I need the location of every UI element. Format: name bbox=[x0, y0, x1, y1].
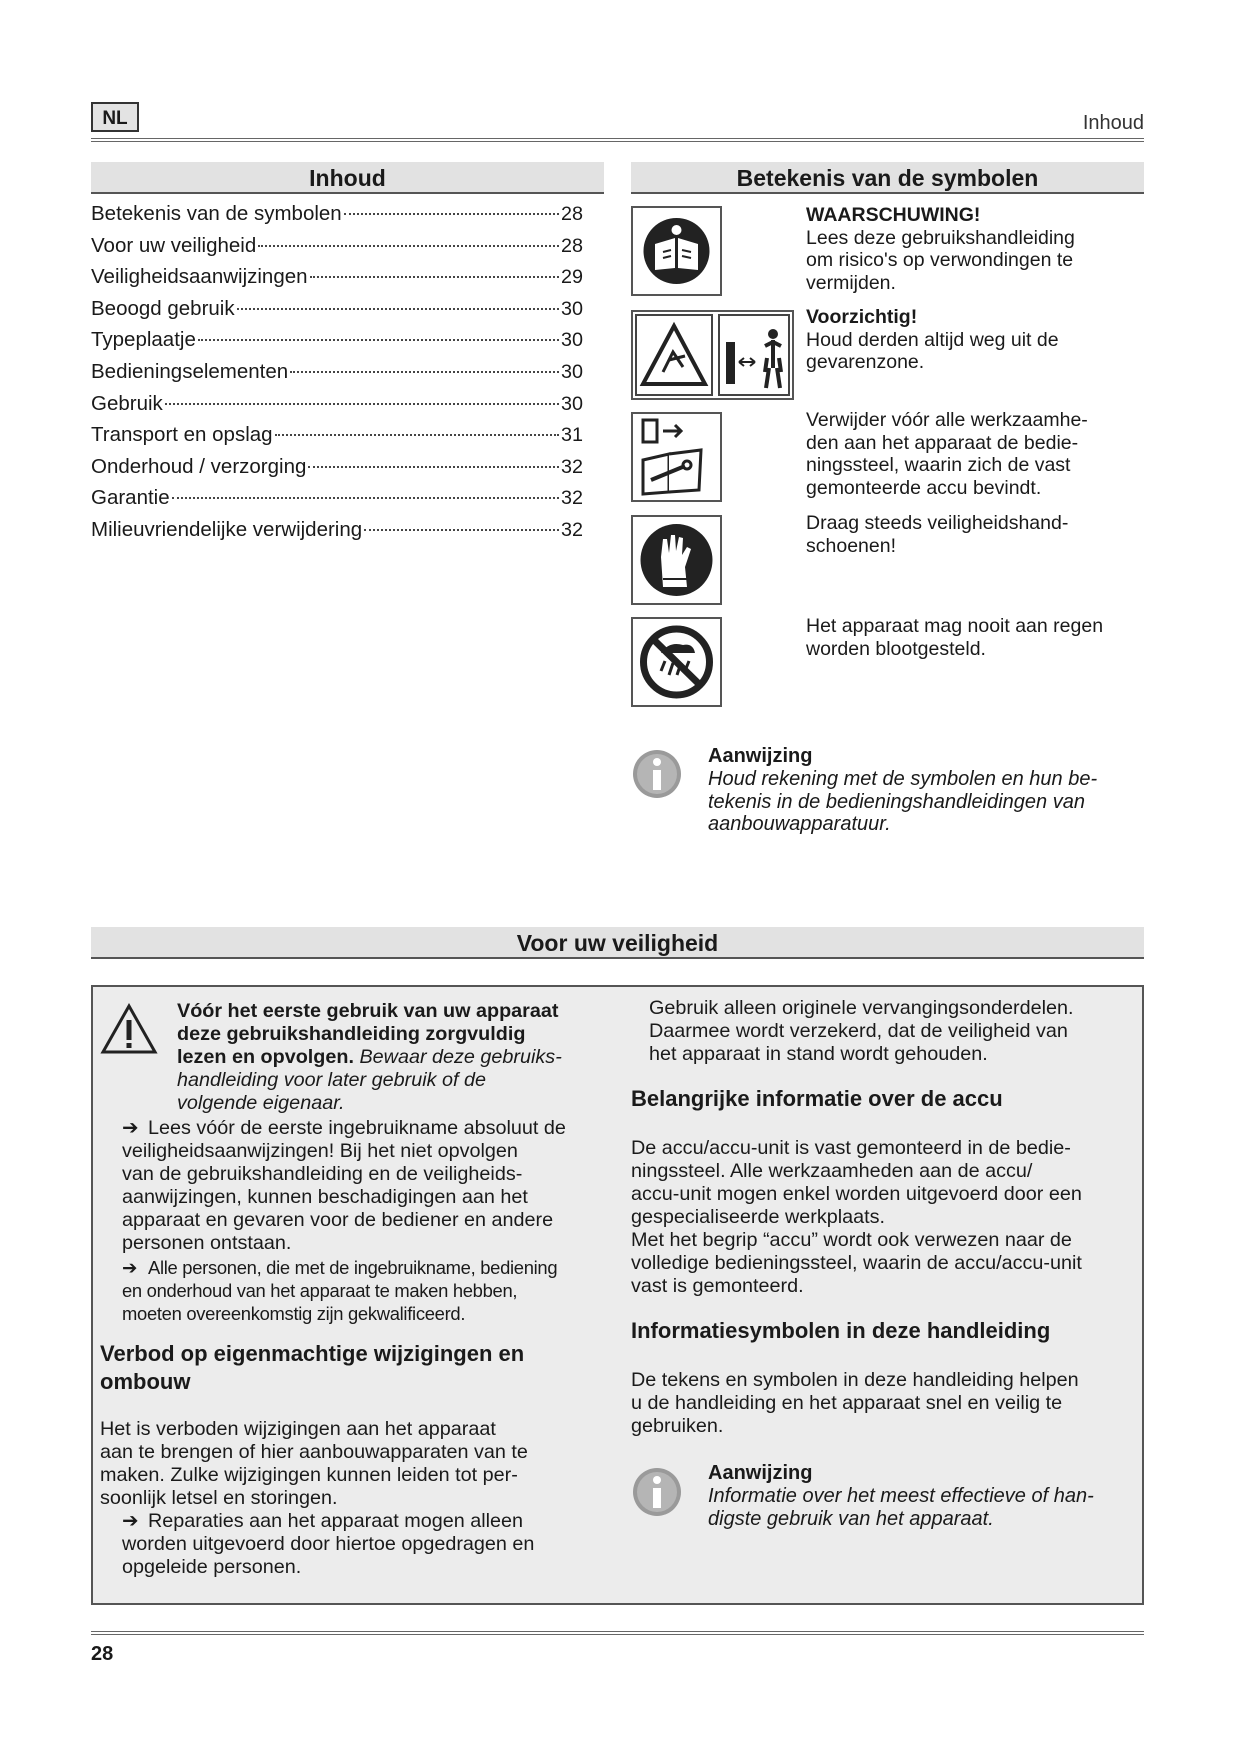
safety-bullet-3: ➔ Reparaties aan het apparaat mogen alleen worden uitgevoerd door hiertoe opgedragen en opgeleide personen. bbox=[122, 1510, 535, 1578]
safety-title: Voor uw veiligheid bbox=[91, 927, 1144, 959]
note-line: digste gebruik van het apparaat. bbox=[708, 1507, 994, 1530]
toc-entry-page: 32 bbox=[560, 487, 583, 510]
arrow-right-icon: ➔ bbox=[122, 1510, 139, 1532]
toc-dot-leader bbox=[275, 434, 559, 436]
toc-dot-leader bbox=[364, 529, 559, 531]
symbol-gloves-line: schoenen! bbox=[806, 534, 896, 557]
toc-dot-leader bbox=[258, 245, 559, 247]
gloves-icon bbox=[631, 515, 722, 605]
spare-parts-text: Gebruik alleen originele vervangingsonderdelen. Daarmee wordt verzekerd, dat de veiligheid van het apparaat in stand wordt gehouden. bbox=[649, 997, 1074, 1065]
toc-entry-page: 32 bbox=[560, 455, 583, 478]
safety-bullet-1: ➔ Lees vóór de eerste ingebruikname absoluut de veiligheidsaanwijzingen! Bij het niet opvolgen van de gebruikshandleiding en de veiligheids- aanwijzingen, kunnen beschadigingen aan het apparaat en gevaren voor de bediener en andere personen ontstaan. bbox=[122, 1117, 566, 1254]
toc-entry-label: Bedieningselementen bbox=[91, 359, 289, 383]
running-header: Inhoud bbox=[1082, 112, 1144, 134]
toc-entry-label: Beoogd gebruik bbox=[91, 296, 235, 320]
toc-entry-label: Milieuvriendelijke verwijdering bbox=[91, 517, 363, 541]
note-line: tekenis in de bedieningshandleidingen van bbox=[708, 790, 1085, 813]
toc-entry[interactable] bbox=[91, 360, 583, 392]
toc-entry[interactable] bbox=[91, 455, 583, 487]
symbol-battery-line: den aan het apparaat de bedie- bbox=[806, 431, 1079, 454]
toc-entry-page: 30 bbox=[560, 392, 583, 415]
toc-entry-page: 32 bbox=[560, 518, 583, 541]
symbol-battery-line: Verwijder vóór alle werkzaamhe- bbox=[806, 409, 1088, 431]
toc-dot-leader bbox=[344, 213, 559, 215]
toc-dot-leader bbox=[290, 371, 559, 373]
footer-divider bbox=[91, 1631, 1144, 1635]
symbol-warning-line: Lees deze gebruikshandleiding bbox=[806, 226, 1075, 249]
note-title: Aanwijzing bbox=[708, 1462, 813, 1484]
warning-triangle-icon bbox=[100, 1002, 158, 1061]
toc-entry-page: 29 bbox=[560, 266, 583, 289]
keep-distance-icon bbox=[631, 310, 794, 400]
symbol-battery-line: ningssteel, waarin zich de vast bbox=[806, 454, 1071, 476]
toc-entry-label: Onderhoud / verzorging bbox=[91, 454, 307, 478]
info-icon bbox=[631, 1466, 683, 1523]
toc-dot-leader bbox=[165, 403, 559, 405]
heading-modifications: Verbod op eigenmachtige wijzigingen en ombouw bbox=[100, 1341, 525, 1394]
note-line: Houd rekening met de symbolen en hun be- bbox=[708, 768, 1098, 790]
symbol-caution-line: gevarenzone. bbox=[806, 351, 925, 373]
heading-info-symbols: Informatiesymbolen in deze handleiding bbox=[631, 1318, 1051, 1343]
note-title: Aanwijzing bbox=[708, 745, 813, 767]
battery-text: De accu/accu-unit is vast gemonteerd in de bedie- ningssteel. Alle werkzaamheden aan de accu/ accu-unit mogen enkel worden uitgevoerd door een gespecialiseerde werkplaats. Met het begrip “accu” wordt ook verwezen naar de volledige bedieningssteel, waarin de accu/accu-unit vast is gemonteerd. bbox=[631, 1137, 1082, 1297]
symbol-caution-title: Voorzichtig! bbox=[806, 306, 918, 328]
modifications-text: Het is verboden wijzigingen aan het apparaat aan te brengen of hier aanbouwapparaten van te maken. Zulke wijzigingen kunnen leiden tot per- soonlijk letsel en storingen. bbox=[100, 1418, 528, 1509]
note-line: Informatie over het meest effectieve of han- bbox=[708, 1485, 1094, 1507]
symbol-warning-line: om risico's op verwondingen te bbox=[806, 249, 1074, 271]
toc-entry-page: 28 bbox=[560, 234, 583, 257]
toc-entry-label: Veiligheidsaanwijzingen bbox=[91, 265, 308, 289]
toc-entry-page: 28 bbox=[560, 203, 583, 225]
read-manual-icon bbox=[631, 206, 722, 296]
toc-entry-label: Transport en opslag bbox=[91, 423, 273, 447]
info-icon bbox=[631, 748, 683, 805]
toc-entry[interactable] bbox=[91, 392, 583, 424]
toc-entry-label: Typeplaatje bbox=[91, 328, 196, 352]
safety-bullet-2: ➔ Alle personen, die met de ingebruikname, bediening en onderhoud van het apparaat te maken hebben, moeten overeenkomstig zijn gekwalificeerd. bbox=[122, 1257, 558, 1324]
toc-entry[interactable] bbox=[91, 202, 583, 234]
toc-entry-page: 30 bbox=[560, 329, 583, 352]
symbol-warning-line: vermijden. bbox=[806, 271, 896, 294]
toc-entry-label: Garantie bbox=[91, 486, 170, 510]
toc-list bbox=[91, 202, 583, 550]
toc-dot-leader bbox=[237, 308, 559, 310]
toc-entry[interactable] bbox=[91, 234, 583, 266]
note-line: aanbouwapparatuur. bbox=[708, 813, 891, 835]
symbols-title: Betekenis van de symbolen bbox=[631, 162, 1144, 194]
no-rain-icon bbox=[631, 617, 722, 707]
remove-battery-icon bbox=[631, 412, 722, 502]
arrow-right-icon: ➔ bbox=[122, 1117, 139, 1139]
symbol-warning-title: WAARSCHUWING! bbox=[806, 204, 981, 226]
page-number: 28 bbox=[91, 1643, 114, 1665]
symbol-rain-line: worden blootgesteld. bbox=[806, 637, 986, 660]
toc-entry-label: Voor uw veiligheid bbox=[91, 233, 257, 257]
symbol-gloves-line: Draag steeds veiligheidshand- bbox=[806, 512, 1069, 534]
toc-title: Inhoud bbox=[91, 162, 604, 194]
toc-entry[interactable] bbox=[91, 486, 583, 518]
toc-entry[interactable] bbox=[91, 265, 583, 297]
toc-entry-page: 30 bbox=[560, 360, 583, 383]
toc-entry-page: 31 bbox=[560, 424, 583, 447]
toc-dot-leader bbox=[172, 497, 559, 499]
toc-dot-leader bbox=[198, 339, 559, 341]
toc-entry[interactable] bbox=[91, 297, 583, 329]
toc-entry-label: Betekenis van de symbolen bbox=[91, 202, 342, 225]
toc-entry[interactable] bbox=[91, 423, 583, 455]
toc-entry[interactable] bbox=[91, 328, 583, 360]
language-badge: NL bbox=[91, 102, 139, 132]
toc-entry-label: Gebruik bbox=[91, 391, 163, 415]
toc-dot-leader bbox=[310, 276, 559, 278]
symbol-rain-line: Het apparaat mag nooit aan regen bbox=[806, 615, 1104, 637]
symbol-caution-line: Houd derden altijd weg uit de bbox=[806, 328, 1059, 351]
symbol-battery-line: gemonteerde accu bevindt. bbox=[806, 476, 1042, 499]
heading-battery: Belangrijke informatie over de accu bbox=[631, 1086, 1003, 1111]
toc-entry[interactable] bbox=[91, 518, 583, 550]
safety-intro: Vóór het eerste gebruik van uw apparaat deze gebruikshandleiding zorgvuldig lezen en opvolgen. Bewaar deze gebruiks- handleiding voor later gebruik of de volgende eigenaar. bbox=[177, 1000, 562, 1114]
toc-entry-page: 30 bbox=[560, 297, 583, 320]
toc-dot-leader bbox=[308, 466, 559, 468]
arrow-right-icon: ➔ bbox=[122, 1257, 138, 1278]
header-divider bbox=[91, 138, 1144, 142]
info-symbols-text: De tekens en symbolen in deze handleiding helpen u de handleiding en het apparaat snel en veilig te gebruiken. bbox=[631, 1369, 1079, 1437]
